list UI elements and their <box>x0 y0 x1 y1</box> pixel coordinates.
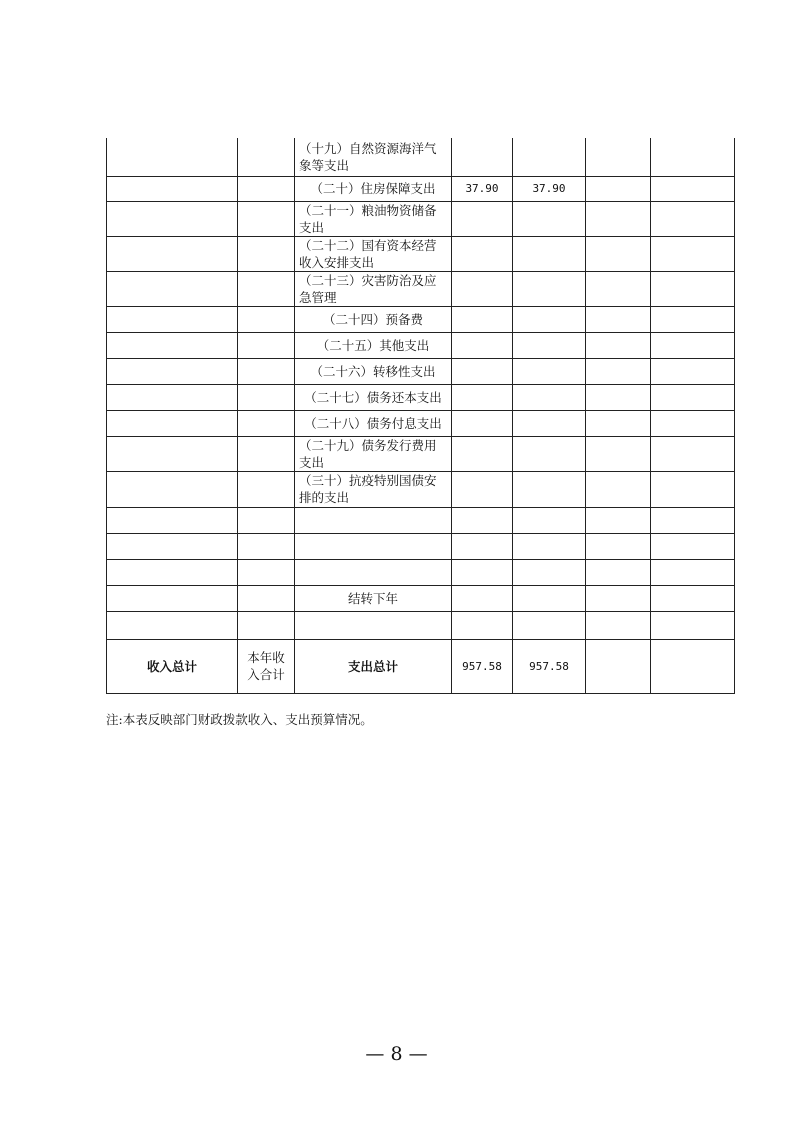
value-cell <box>452 271 513 306</box>
value-cell <box>513 138 586 176</box>
value-cell <box>452 138 513 176</box>
expense-item-label: （二十一）粮油物资储备支出 <box>295 201 452 236</box>
total-value-cell: 957.58 <box>452 639 513 693</box>
value-cell <box>513 384 586 410</box>
table-row <box>107 436 735 471</box>
table-row <box>107 559 735 585</box>
expense-item-label: （二十七）债务还本支出 <box>295 384 452 410</box>
expense-total-label: 支出总计 <box>295 639 452 693</box>
table-row <box>107 138 735 176</box>
table-row <box>107 176 735 201</box>
expense-item-label: （二十）住房保障支出 <box>295 176 452 201</box>
value-cell: 37.90 <box>452 176 513 201</box>
expense-item-label: （十九）自然资源海洋气象等支出 <box>295 138 452 176</box>
table-row <box>107 201 735 236</box>
carryover-label: 结转下年 <box>295 585 452 611</box>
value-cell <box>513 471 586 507</box>
value-cell <box>513 201 586 236</box>
value-cell <box>452 201 513 236</box>
table-row <box>107 271 735 306</box>
table-note: 注:本表反映部门财政拨款收入、支出预算情况。 <box>106 712 373 727</box>
expense-item-label: （二十三）灾害防治及应急管理 <box>295 271 452 306</box>
value-cell <box>513 306 586 332</box>
expense-item-label: （二十九）债务发行费用支出 <box>295 436 452 471</box>
value-cell <box>513 332 586 358</box>
value-cell <box>452 410 513 436</box>
value-cell <box>452 236 513 271</box>
table-row <box>107 471 735 507</box>
expense-item-label: （二十二）国有资本经营收入安排支出 <box>295 236 452 271</box>
value-cell: 37.90 <box>513 176 586 201</box>
value-cell <box>513 358 586 384</box>
table-row <box>107 410 735 436</box>
table-row <box>107 358 735 384</box>
table-row <box>107 585 735 611</box>
table-row <box>107 332 735 358</box>
value-cell <box>513 436 586 471</box>
table-row <box>107 306 735 332</box>
totals-row <box>107 639 735 693</box>
value-cell <box>452 358 513 384</box>
page-number: — 8 — <box>365 1043 428 1065</box>
expense-item-label: （二十六）转移性支出 <box>295 358 452 384</box>
total-value-cell: 957.58 <box>513 639 586 693</box>
budget-table <box>106 138 734 694</box>
table-row <box>107 533 735 559</box>
value-cell <box>513 271 586 306</box>
value-cell <box>513 236 586 271</box>
value-cell <box>452 306 513 332</box>
expense-item-label: （二十五）其他支出 <box>295 332 452 358</box>
table-row <box>107 236 735 271</box>
value-cell <box>452 332 513 358</box>
value-cell <box>452 436 513 471</box>
value-cell <box>452 384 513 410</box>
table-row <box>107 507 735 533</box>
income-total-label: 收入总计 <box>107 639 238 693</box>
value-cell <box>513 410 586 436</box>
expense-item-label: （三十）抗疫特别国债安排的支出 <box>295 471 452 507</box>
expense-item-label: （二十四）预备费 <box>295 306 452 332</box>
expense-item-label: （二十八）债务付息支出 <box>295 410 452 436</box>
year-income-total-label: 本年收入合计 <box>238 639 295 693</box>
table-row <box>107 384 735 410</box>
table-row <box>107 611 735 639</box>
value-cell <box>452 471 513 507</box>
